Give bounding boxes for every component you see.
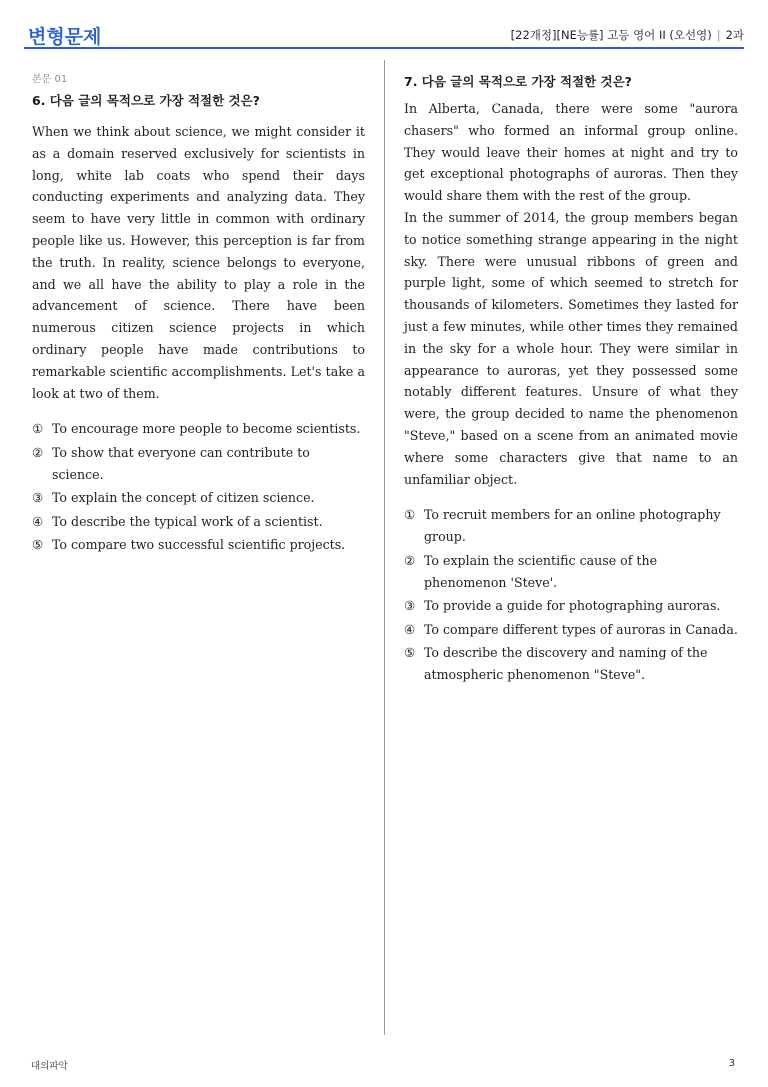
choice-item[interactable] xyxy=(32,487,365,509)
choice-item[interactable] xyxy=(32,418,365,440)
choice-number: ③ xyxy=(404,598,416,614)
question-6-title: 6. 다음 글의 목적으로 가장 적절한 것은? xyxy=(32,93,260,108)
question-7-choices xyxy=(404,504,738,686)
choice-item[interactable] xyxy=(32,534,365,556)
section-title: 변형문제 xyxy=(28,26,102,48)
choice-text: To show that everyone can contribute to science. xyxy=(52,444,310,482)
question-7-title: 7. 다음 글의 목적으로 가장 적절한 것은? xyxy=(404,74,632,89)
left-column xyxy=(32,60,365,558)
choice-text: To describe the typical work of a scientist. xyxy=(52,513,323,529)
choice-item[interactable] xyxy=(404,595,738,617)
question-6-choices xyxy=(32,418,365,556)
choice-text: To describe the discovery and naming of the atmospheric phenomenon "Steve". xyxy=(424,645,708,683)
choice-number: ④ xyxy=(404,621,416,637)
passage-label: 본문 01 xyxy=(32,74,68,85)
choice-item[interactable] xyxy=(404,550,738,594)
choice-number: ⑤ xyxy=(32,537,44,553)
choice-text: To provide a guide for photographing auroras. xyxy=(424,598,721,614)
course-info xyxy=(511,27,744,43)
choice-number: ⑤ xyxy=(404,645,416,661)
choice-number: ③ xyxy=(32,490,44,506)
question-7-passage xyxy=(404,98,738,490)
passage-paragraph: In the summer of 2014, the group members began to notice something strange appearing in the night sky. There were unusual ribbons of green and purple light, some of which seemed to stretch for thousands of kilometers. Sometimes they lasted for just a few minutes, while other times they remained in the sky for a whole hour. They were similar in appearance to auroras, yet they possessed some notably different features. Unsure of what they were, the group decided to name the phenomenon "Steve," based on a scene from an animated movie where some characters give that name to an unfamiliar object. xyxy=(404,209,738,487)
choice-text: To encourage more people to become scientists. xyxy=(52,421,361,437)
choice-item[interactable] xyxy=(32,511,365,533)
passage-paragraph: In Alberta, Canada, there were some "aurora chasers" who formed an informal group online. They would leave their homes at night and try to get exceptional photographs of auroras. Then they would share them with the rest of the group. xyxy=(404,101,738,204)
footer-label: 대의파악 xyxy=(31,1061,68,1072)
right-column xyxy=(404,60,738,688)
choice-text: To compare different types of auroras in Canada. xyxy=(424,621,738,637)
course-name: [22개정][NE능률] 고등 영어 II (오선영) xyxy=(510,28,712,42)
choice-item[interactable] xyxy=(404,619,738,641)
choice-text: To explain the concept of citizen science. xyxy=(52,490,315,506)
chapter-label: 2과 xyxy=(725,28,744,42)
header-separator: | xyxy=(716,28,721,42)
choice-number: ② xyxy=(32,444,44,460)
question-6-passage xyxy=(32,121,365,404)
choice-text: To compare two successful scientific projects. xyxy=(52,537,346,553)
choice-number: ④ xyxy=(32,513,44,529)
header-rule xyxy=(24,47,744,49)
page-number: 3 xyxy=(728,1058,735,1069)
choice-text: To explain the scientific cause of the phenomenon 'Steve'. xyxy=(424,552,658,590)
choice-number: ① xyxy=(404,507,416,523)
choice-number: ① xyxy=(32,421,44,437)
choice-item[interactable] xyxy=(404,642,738,686)
choice-text: To recruit members for an online photography group. xyxy=(424,507,721,545)
column-divider xyxy=(384,60,385,1035)
choice-item[interactable] xyxy=(404,504,738,548)
page-header xyxy=(24,20,744,50)
choice-number: ② xyxy=(404,552,416,568)
choice-item[interactable] xyxy=(32,442,365,486)
passage-paragraph: When we think about science, we might consider it as a domain reserved exclusively for scientists in long, white lab coats who spend their days conducting experiments and analyzing data. They seem to have very little in common with ordinary people like us. However, this perception is far from the truth. In reality, science belongs to everyone, and we all have the ability to play a role in the advancement of science. There have been numerous citizen science projects in which ordinary people have made contributions to remarkable scientific accomplishments. Let's take a look at two of them. xyxy=(32,124,365,401)
